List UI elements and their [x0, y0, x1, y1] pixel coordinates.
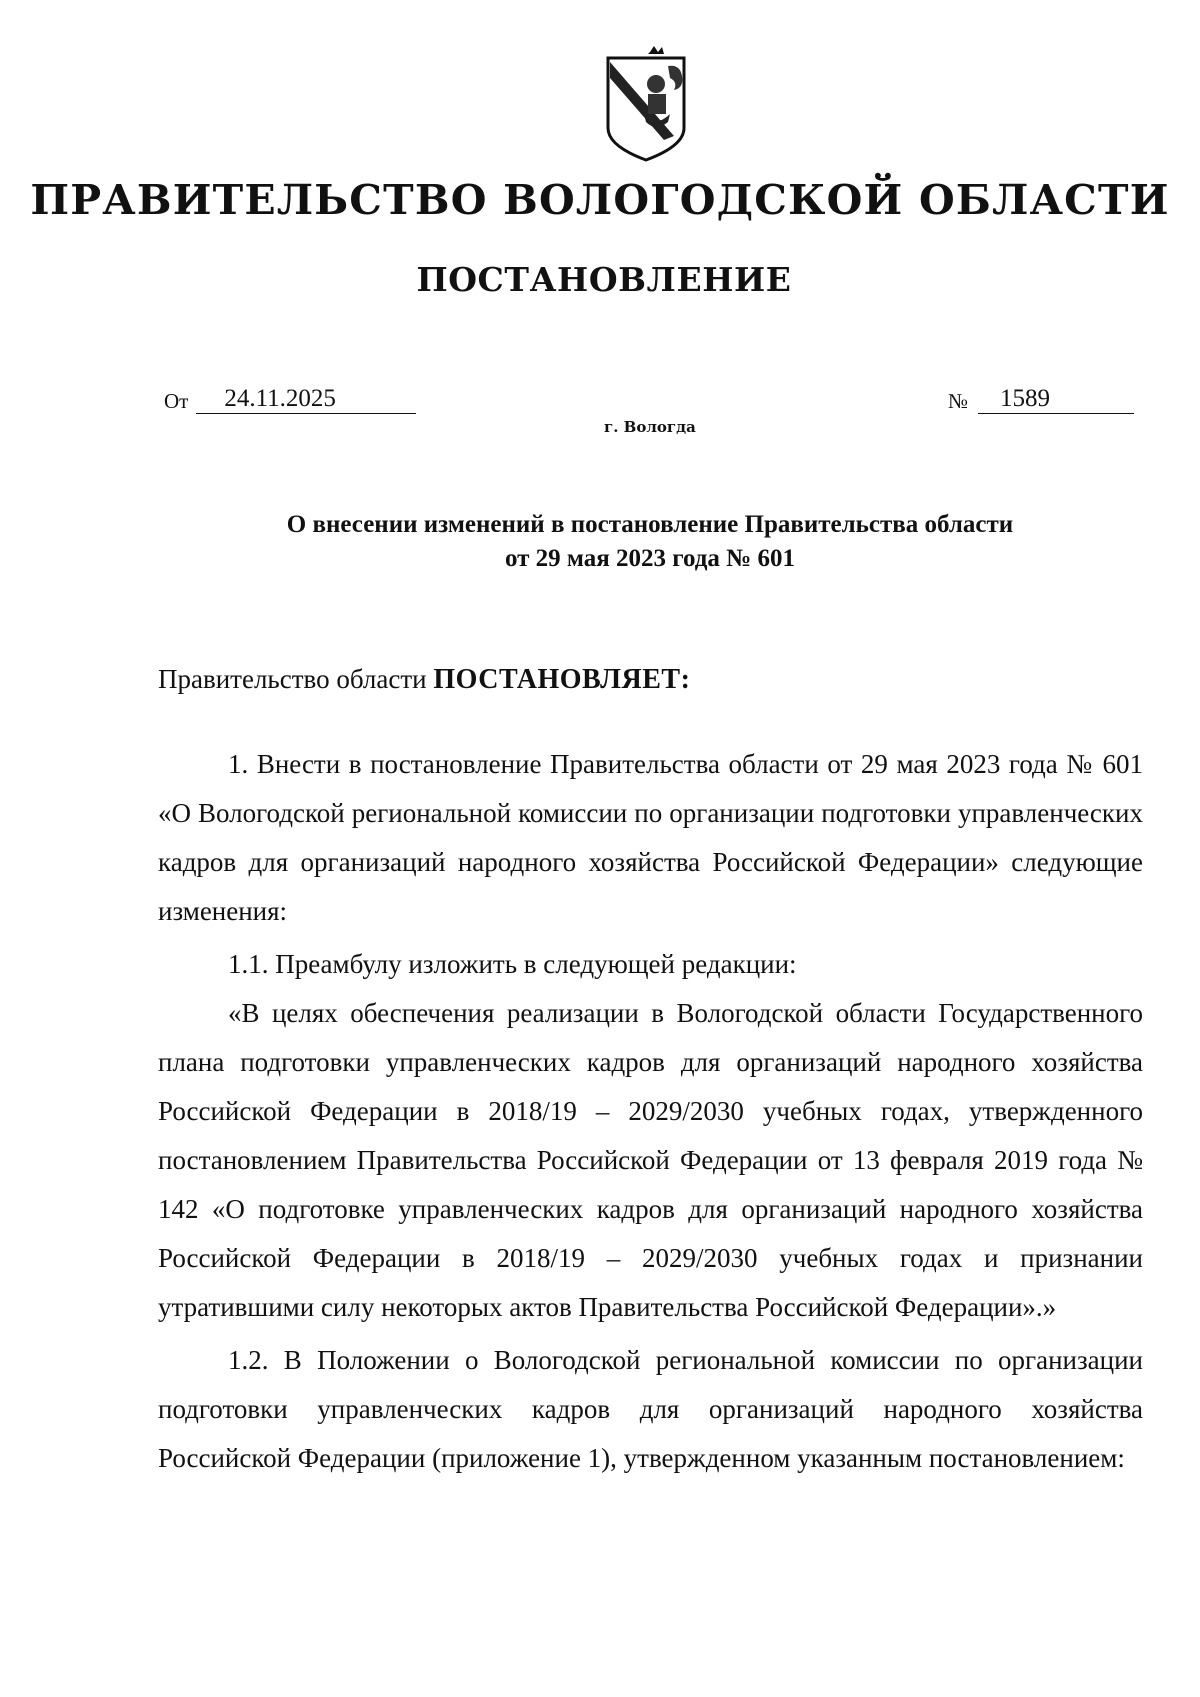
number-prefix: № — [948, 389, 969, 413]
paragraph-1-2: 1.2. В Положении о Вологодской региональной комиссии по организации подготовки управленческих кадров для организаций народного хозяйства Российской Федерации (приложение 1), утвержденном указанным постановлением: — [158, 1345, 1143, 1473]
paragraph-1-1: 1.1. Преамбулу изложить в следующей редакции: — [228, 949, 797, 979]
paragraph-1: 1. Внести в постановление Правительства области от 29 мая 2023 года № 601 «О Вологодской региональной комиссии по организации подготовки управленческих кадров для организаций народного хозяйства Российской Федерации» следующие изменения: — [158, 749, 1143, 926]
document-date — [164, 385, 416, 414]
decree-keyword: ПОСТАНОВЛЯЕТ: — [433, 664, 691, 695]
government-title: ПРАВИТЕЛЬСТВО ВОЛОГОДСКОЙ ОБЛАСТИ — [30, 176, 1170, 224]
city-label: г. Вологда — [604, 418, 696, 436]
coat-of-arms-icon — [604, 44, 688, 164]
date-value: 24.11.2025 — [196, 385, 416, 414]
number-value: 1589 — [978, 385, 1134, 414]
date-prefix: От — [164, 389, 189, 413]
paragraph-preamble: «В целях обеспечения реализации в Вологодской области Государственного плана подготовки управленческих кадров для организаций народного хозяйства Российской Федерации в 2018/19 – 2029/2030 учебных годах, утвержденного постановлением Правительства Российской Федерации от 13 февраля 2019 года № 142 «О подготовке управленческих кадров для организаций народного хозяйства Российской Федерации в 2018/19 – 2029/2030 учебных годах и признании утратившими силу некоторых актов Правительства Российской Федерации».» — [158, 998, 1143, 1322]
decree-statement — [158, 664, 690, 696]
document-body — [158, 740, 1143, 1483]
subject-line-2: от 29 мая 2023 года № 601 — [504, 545, 796, 572]
document-type-title: ПОСТАНОВЛЕНИЕ — [416, 260, 792, 299]
decree-lead: Правительство области — [158, 664, 427, 694]
document-number — [948, 385, 1134, 414]
document-subject — [160, 508, 1140, 576]
subject-line-1: О внесении изменений в постановление Правительства области — [286, 511, 1014, 538]
